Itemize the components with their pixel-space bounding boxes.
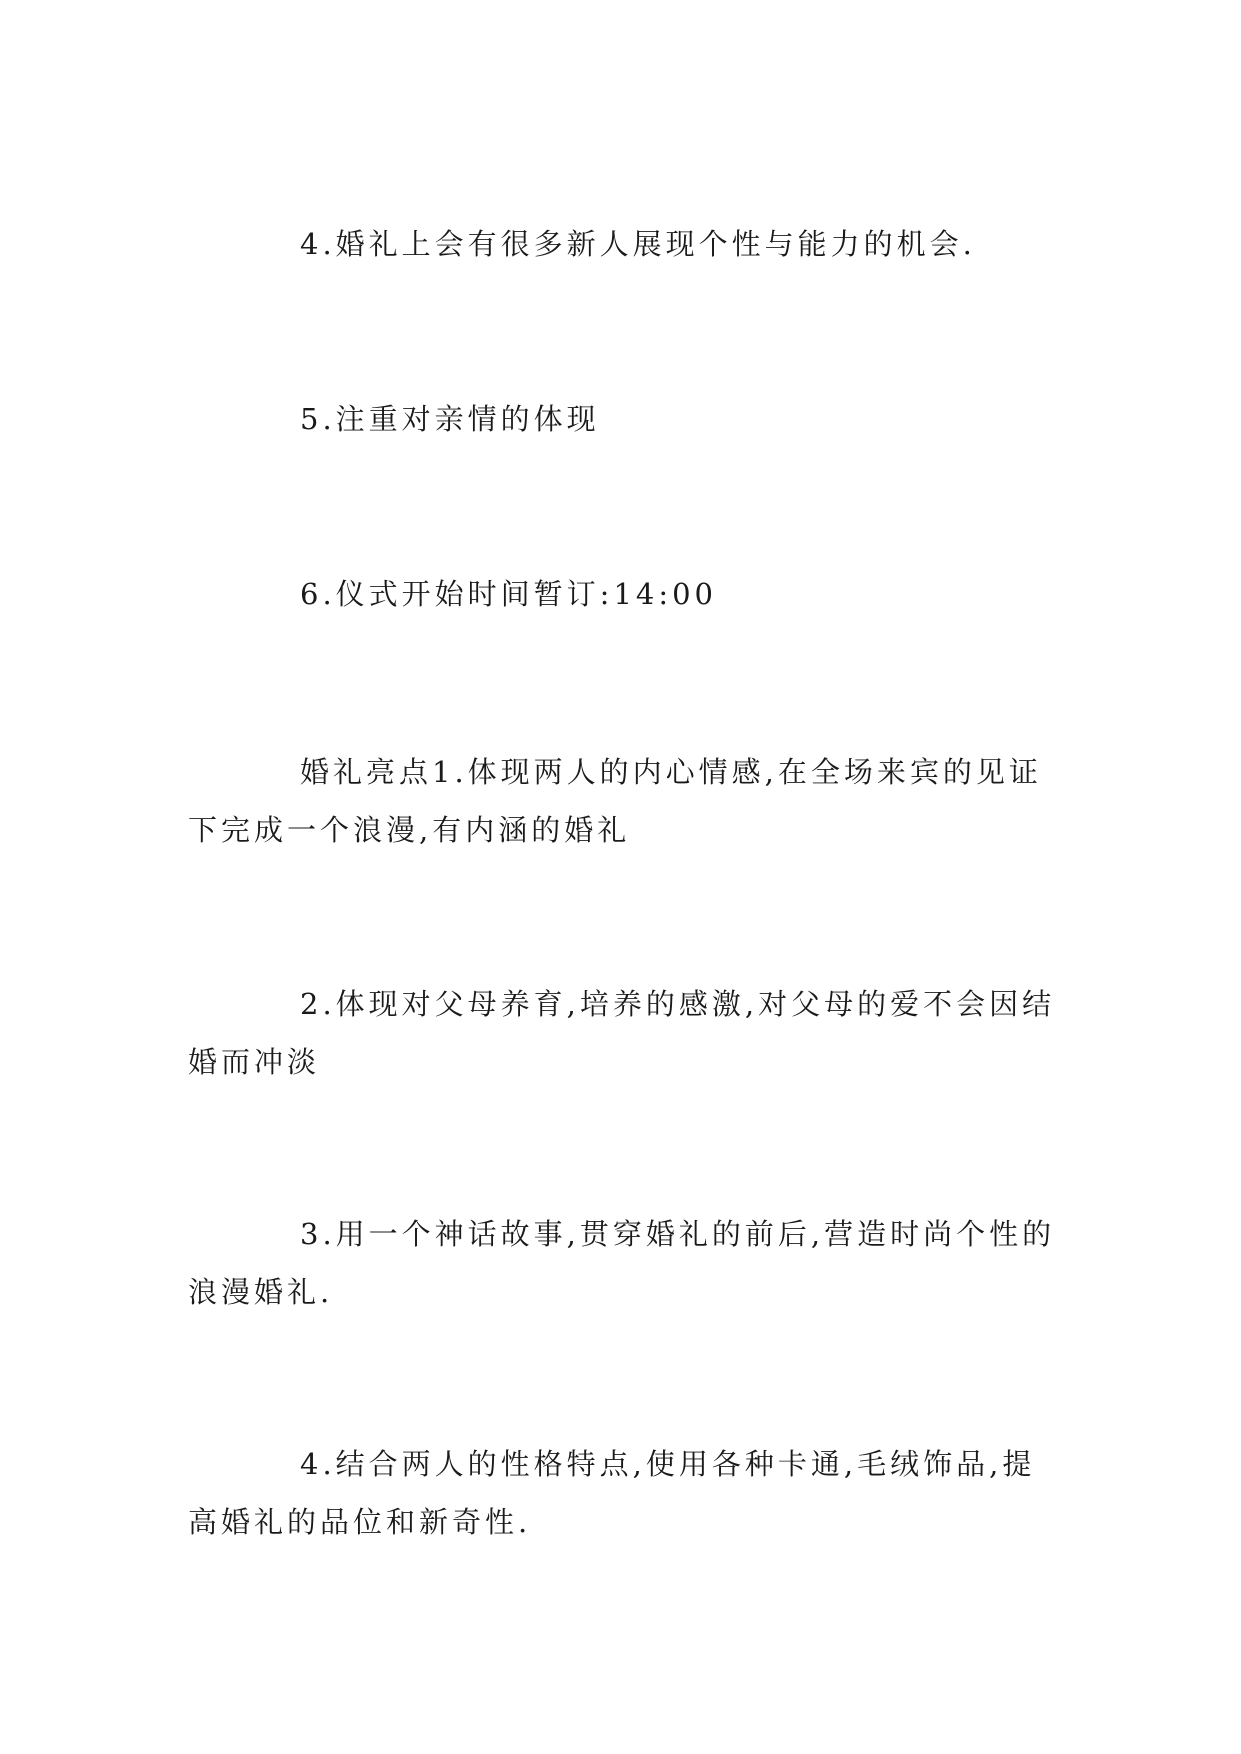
paragraph-item-4-personality: 4.婚礼上会有很多新人展现个性与能力的机会. xyxy=(300,227,976,261)
paragraph-item-6-start-time: 6.仪式开始时间暂订:14:00 xyxy=(300,577,718,611)
paragraph-item-5-family: 5.注重对亲情的体现 xyxy=(300,402,600,436)
paragraph-highlight-4: 4.结合两人的性格特点,使用各种卡通,毛绒饰品,提高婚礼的品位和新奇性. xyxy=(188,1447,1036,1539)
paragraph-highlight-2: 2.体现对父母养育,培养的感激,对父母的爱不会因结婚而冲淡 xyxy=(188,987,1056,1079)
paragraph-highlight-3: 3.用一个神话故事,贯穿婚礼的前后,营造时尚个性的浪漫婚礼. xyxy=(188,1217,1056,1309)
paragraph-highlight-1: 婚礼亮点1.体现两人的内心情感,在全场来宾的见证下完成一个浪漫,有内涵的婚礼 xyxy=(188,755,1042,847)
